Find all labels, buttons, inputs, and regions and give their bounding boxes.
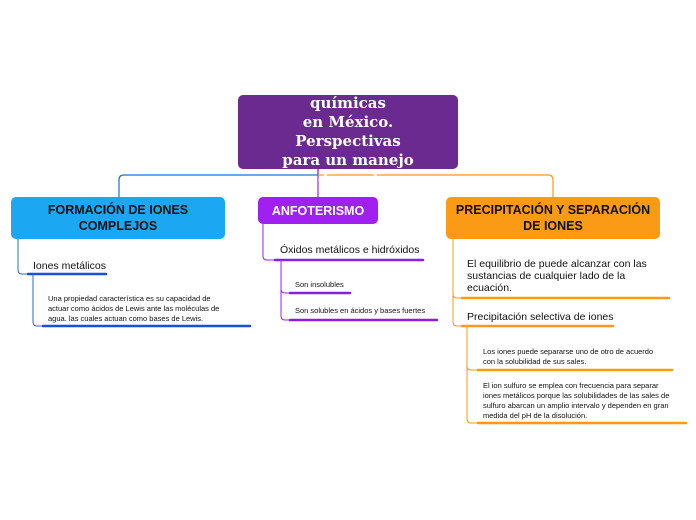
connector-left-child [18,239,28,274]
topic-iones-metalicos[interactable]: Iones metálicos [33,260,106,272]
topic-line: ecuación. [467,282,512,294]
topic-line: con la solubilidad de sus sales. [483,357,587,366]
topic-ion-sulfuro[interactable] [483,381,669,421]
connector-mid-grandchild [281,260,290,320]
central-topic-line-1: Las sustancias químicas [286,75,410,112]
topic-line: agua. las cuales actuan como bases de Lewis. [48,314,204,323]
topic-son-solubles[interactable]: Son solubles en ácidos y bases fuertes [295,306,426,315]
branch-title-line-2: COMPLEJOS [78,219,158,233]
branch-title: ANFOTERISMO [271,203,365,218]
branch-anfoterismo[interactable] [258,197,378,224]
central-topic[interactable] [238,75,458,188]
topic-son-insolubles[interactable]: Son insolubles [295,280,344,289]
topic-line: Los iones puede separarse uno de otro de acuerdo [483,347,654,356]
connector-left-grandchild [33,274,43,326]
topic-line: Una propiedad característica es su capacidad de [48,294,211,303]
branch-title-line-2: DE IONES [523,219,583,233]
topic-propiedad-caracteristica[interactable] [48,294,219,324]
topic-line: iones metálicos porque las solubilidades de las sales de [483,391,670,400]
central-topic-line-2: en México. Perspectivas [295,113,401,150]
branch-title-line-1: PRECIPITACIÓN Y SEPARACIÓN [455,203,651,217]
topic-line: sulfuro abarcan un amplio intervalo y dependen en gran [483,401,669,410]
topic-iones-separarse[interactable] [483,347,653,367]
topic-oxidos-metalicos[interactable]: Óxidos metálicos e hidróxidos [280,244,420,256]
topic-line: El ion sulfuro se emplea con frecuencia para separar [483,381,659,390]
topic-line: medida del pH de la disolución. [483,411,588,420]
central-topic-line-3: para un manejo adecuado [282,151,414,188]
topic-line: sustancias de cualquier lado de la [467,270,626,282]
topic-line: El equilibrio de puede alcanzar con las [467,258,647,270]
branch-precipitacion-separacion[interactable] [446,197,660,239]
topic-precipitacion-selectiva[interactable]: Precipitación selectiva de iones [467,311,614,323]
topic-line: actuar como ácidos de Lewis ante las moléculas de [48,304,220,313]
connector-right-children [453,239,462,326]
connector-right-grandchildren [467,326,478,423]
topic-equilibrio[interactable] [467,258,647,294]
connector-mid-child [263,224,275,260]
branch-formacion-iones-complejos[interactable] [11,197,225,239]
branch-title-line-1: FORMACIÓN DE IONES [47,203,189,217]
